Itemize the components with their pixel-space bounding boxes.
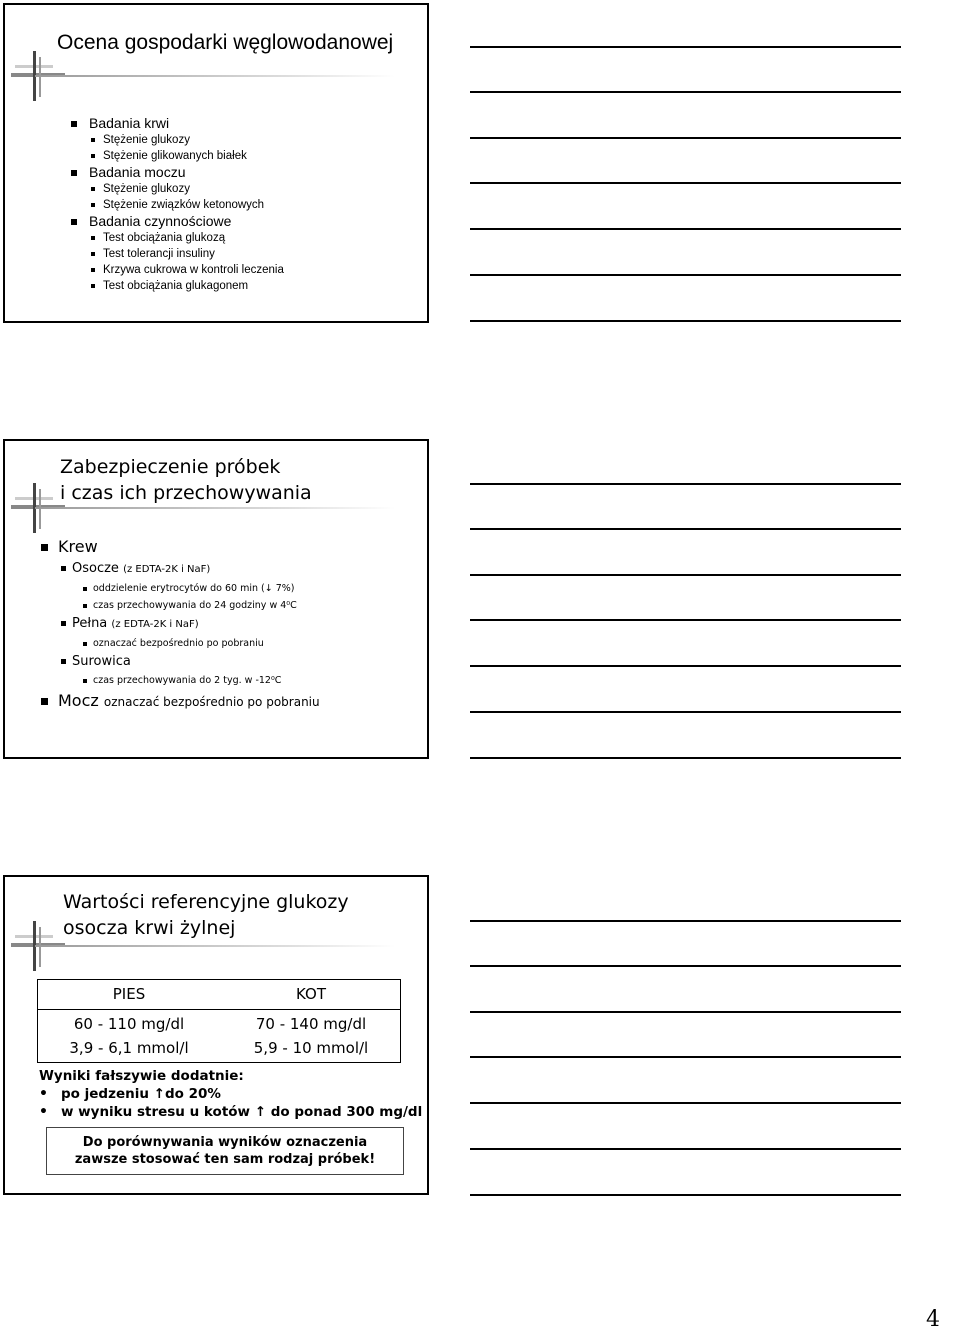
sub-bullet: Test tolerancji insuliny — [71, 246, 284, 262]
sub-sub-bullet: oznaczać bezpośrednio po pobraniu — [41, 635, 320, 652]
slide-3 — [3, 875, 429, 1195]
false-positive-section — [39, 1067, 422, 1121]
note-line: Do porównywania wyników oznaczenia — [82, 1135, 368, 1150]
table-cell: 5,9 - 10 mmol/l — [253, 1039, 369, 1057]
note-line: zawsze stosować ten sam rodzaj próbek! — [74, 1152, 376, 1167]
slide-title — [60, 454, 312, 506]
sub-bullet: Osocze (z EDTA-2K i NaF) — [41, 559, 320, 580]
slide-title — [63, 889, 349, 941]
false-positive-title: Wyniki fałszywie dodatnie: — [39, 1068, 244, 1084]
note-box — [46, 1127, 404, 1175]
table-header-dog: PIES — [112, 985, 146, 1003]
slide-2 — [3, 439, 429, 759]
title-line: Wartości referencyjne glukozy — [63, 891, 349, 913]
reference-values-table — [37, 979, 401, 1063]
table-header-cat: KOT — [296, 985, 326, 1003]
sub-bullet: Stężenie glukozy — [71, 132, 284, 148]
table-cell: 70 - 140 mg/dl — [255, 1015, 367, 1033]
page-number: 4 — [926, 1307, 940, 1332]
slide-1-bullets — [71, 115, 284, 294]
sub-sub-bullet: czas przechowywania do 2 tyg. w -12⁰C — [41, 672, 320, 689]
sub-bullet: Test obciążania glukagonem — [71, 278, 284, 294]
title-line: osocza krwi żylnej — [63, 917, 236, 939]
slide-1 — [3, 3, 429, 323]
sub-bullet: Pełna (z EDTA-2K i NaF) — [41, 614, 320, 635]
slide-2-bullets — [41, 535, 320, 714]
bullet: Badania krwi — [71, 115, 284, 132]
sub-bullet: Stężenie glikowanych białek — [71, 148, 284, 164]
sub-bullet: Test obciążania glukozą — [71, 230, 284, 246]
sub-bullet: Krzywa cukrowa w kontroli leczenia — [71, 262, 284, 278]
table-cell: 60 - 110 mg/dl — [73, 1015, 185, 1033]
bullet: Krew — [41, 535, 320, 559]
bullet: Badania czynnościowe — [71, 213, 284, 230]
slide-title: Ocena gospodarki węglowodanowej — [57, 31, 394, 54]
table-separator — [38, 1009, 400, 1010]
sub-bullet: Stężenie związków ketonowych — [71, 197, 284, 213]
bullet: Mocz oznaczać bezpośrednio po pobraniu — [41, 689, 320, 714]
title-divider — [35, 75, 395, 77]
title-divider — [35, 945, 395, 947]
table-cell: 3,9 - 6,1 mmol/l — [69, 1039, 189, 1057]
sub-bullet: Surowica — [41, 652, 320, 672]
sub-sub-bullet: oddzielenie erytrocytów do 60 min (↓ 7%) — [41, 580, 320, 597]
sub-bullet: Stężenie glukozy — [71, 181, 284, 197]
list-item: • po jedzeniu ↑do 20% — [39, 1085, 422, 1103]
list-item: • w wyniku stresu u kotów ↑ do ponad 300 mg/dl — [39, 1103, 422, 1121]
title-divider — [35, 507, 395, 509]
bullet: Badania moczu — [71, 164, 284, 181]
title-line: i czas ich przechowywania — [60, 482, 312, 504]
sub-sub-bullet: czas przechowywania do 24 godziny w 4⁰C — [41, 597, 320, 614]
title-line: Zabezpieczenie próbek — [60, 456, 281, 478]
